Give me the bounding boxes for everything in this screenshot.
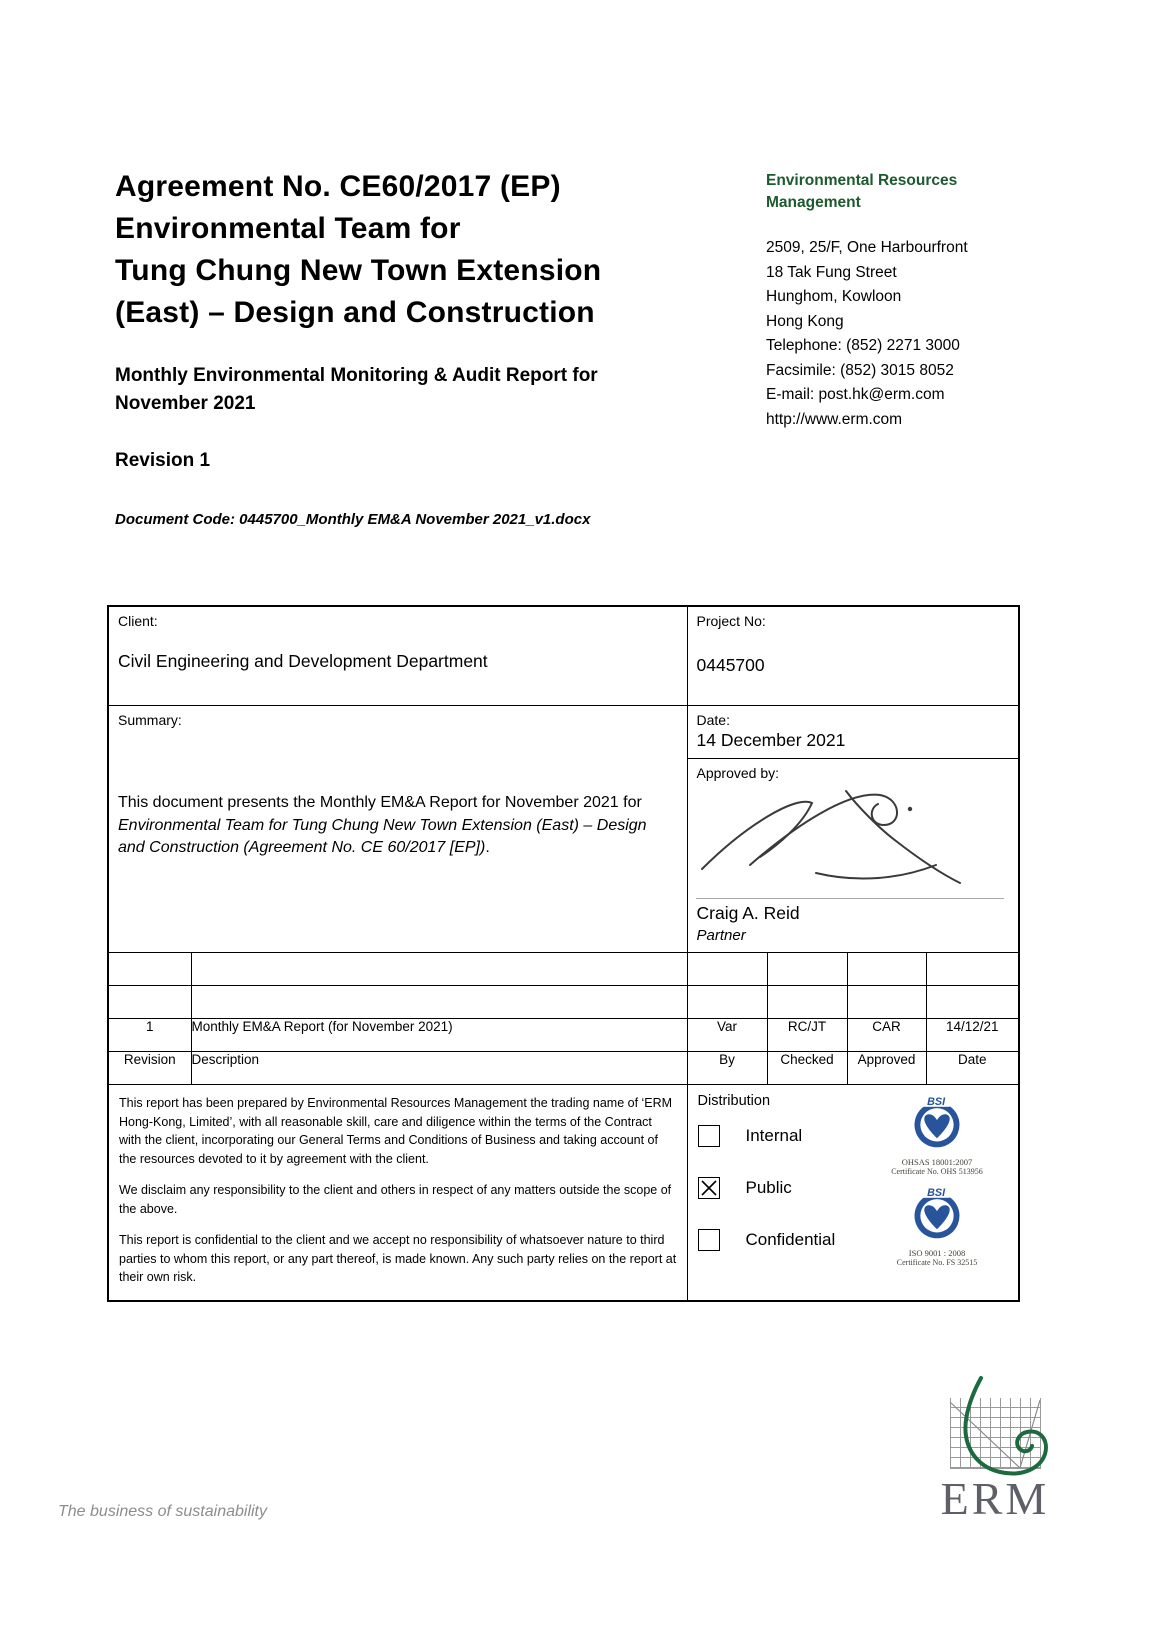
erm-logo: [928, 1376, 1062, 1544]
client-value: Civil Engineering and Development Department: [118, 651, 488, 671]
col-approved: Approved: [847, 1052, 926, 1085]
cert-ohsas: [862, 1095, 1012, 1176]
date-value: 14 December 2021: [696, 730, 846, 750]
company-name: Environmental Resources Management: [766, 172, 958, 211]
report-subtitle: Monthly Environmental Monitoring & Audit Report for November 2021: [115, 365, 598, 414]
document-code: Document Code: 0445700_Monthly EM&A November 2021_v1.docx: [115, 511, 591, 528]
revision-approved: CAR: [847, 1019, 926, 1052]
disclaimer-paragraph-3: This report is confidential to the client and we accept no responsibility of whatsoever nature to third parties to whom this report, or any part thereof, is made known. Any such party relies on the report at their own risk.: [119, 1233, 677, 1284]
disclaimer-paragraph-2: We disclaim any responsibility to the client and others in respect of any matters outside the scope of the above.: [119, 1183, 672, 1216]
revision-empty-row: [108, 986, 1019, 1019]
project-no-label: Project No:: [696, 613, 766, 629]
title-line-4: (East) – Design and Construction: [115, 296, 595, 329]
revision-checked: RC/JT: [767, 1019, 847, 1052]
address-line-2: 18 Tak Fung Street: [766, 263, 897, 281]
revision-date: 14/12/21: [926, 1019, 1019, 1052]
col-description: Description: [191, 1052, 687, 1085]
date-label: Date:: [696, 712, 730, 728]
revision-description: Monthly EM&A Report (for November 2021): [191, 1019, 687, 1052]
cert-standard: ISO 9001 : 2008: [908, 1248, 966, 1258]
project-no-value: 0445700: [696, 655, 765, 675]
company-facsimile: Facsimile: (852) 3015 8052: [766, 361, 954, 379]
address-line-4: Hong Kong: [766, 312, 844, 330]
info-table: [107, 605, 1020, 1302]
revision-header-row: [108, 1052, 1019, 1085]
checkbox-internal: [698, 1125, 720, 1147]
company-url: http://www.erm.com: [766, 410, 903, 428]
bsi-badge-icon: [910, 1095, 964, 1151]
cert-number: Certificate No. FS 32515: [896, 1258, 978, 1267]
address-line-3: Hunghom, Kowloon: [766, 288, 902, 305]
checkbox-confidential: [698, 1229, 720, 1251]
distribution-option-confidential: [698, 1229, 863, 1251]
distribution-option-label: Confidential: [745, 1230, 836, 1249]
summary-text: [118, 792, 668, 860]
summary-label: Summary:: [118, 712, 182, 728]
title-line-1: Agreement No. CE60/2017 (EP): [115, 170, 561, 203]
distribution-label: Distribution: [697, 1093, 771, 1109]
col-date: Date: [926, 1052, 1019, 1085]
cert-standard: OHSAS 18001:2007: [901, 1157, 973, 1167]
company-info: [766, 170, 1018, 432]
company-email: E-mail: post.hk@erm.com: [766, 386, 945, 403]
footer-row: [108, 1085, 1019, 1301]
approver-title: Partner: [696, 927, 746, 944]
approver-name: Craig A. Reid: [696, 903, 800, 923]
approved-by-label: Approved by:: [696, 765, 779, 781]
company-telephone: Telephone: (852) 2271 3000: [766, 337, 960, 354]
document-title: [115, 166, 695, 334]
signature: [696, 781, 996, 896]
summary-part-italic: Environmental Team for Tung Chung New Town Extension (East) – Design and Construction (Agreement No. CE 60/2017 [EP]): [118, 816, 647, 856]
revision-label: Revision 1: [115, 450, 211, 471]
title-block: [115, 166, 695, 418]
cert-number: Certificate No. OHS 513956: [891, 1167, 983, 1176]
distribution-option-label: Internal: [745, 1126, 803, 1145]
summary-date-row: [108, 706, 1019, 759]
summary-part-2: .: [485, 839, 490, 856]
revision-by: Var: [687, 1019, 767, 1052]
svg-text:BSI: BSI: [927, 1096, 946, 1108]
company-address: [766, 236, 1018, 432]
distribution-option-public: [698, 1177, 863, 1199]
distribution-option-label: Public: [745, 1178, 792, 1197]
title-line-3: Tung Chung New Town Extension: [115, 254, 602, 287]
disclaimer-paragraph-1: This report has been prepared by Environmental Resources Management the trading name of ‘ERM Hong-Kong, Limited’, with all reasonable skill, care and diligence within the terms of the Contract with the client, incorporating our General Terms and Conditions of Business and taking account of the resources devoted to it by agreement with the client.: [119, 1096, 673, 1166]
bsi-badge-icon: [910, 1186, 964, 1242]
col-by: By: [687, 1052, 767, 1085]
summary-part-1: This document presents the Monthly EM&A Report for November 2021 for: [118, 794, 642, 811]
revision-number: 1: [108, 1019, 191, 1052]
checkbox-x-icon: [699, 1178, 719, 1198]
col-revision: Revision: [108, 1052, 191, 1085]
svg-text:BSI: BSI: [927, 1187, 946, 1199]
revision-data-row: [108, 1019, 1019, 1052]
client-label: Client:: [118, 613, 158, 629]
tagline: The business of sustainability: [58, 1503, 267, 1520]
cert-iso: [862, 1186, 1012, 1267]
client-row: [108, 606, 1019, 706]
erm-wordmark: ERM: [940, 1473, 1050, 1524]
address-line-1: 2509, 25/F, One Harbourfront: [766, 239, 968, 256]
col-checked: Checked: [767, 1052, 847, 1085]
title-line-2: Environmental Team for: [115, 212, 461, 245]
distribution-section: [688, 1085, 1019, 1285]
distribution-option-internal: [698, 1125, 863, 1147]
erm-spiral-icon: [928, 1376, 1062, 1476]
signature-line: [696, 898, 1005, 899]
disclaimer: [109, 1085, 687, 1309]
checkbox-public: [698, 1177, 720, 1199]
